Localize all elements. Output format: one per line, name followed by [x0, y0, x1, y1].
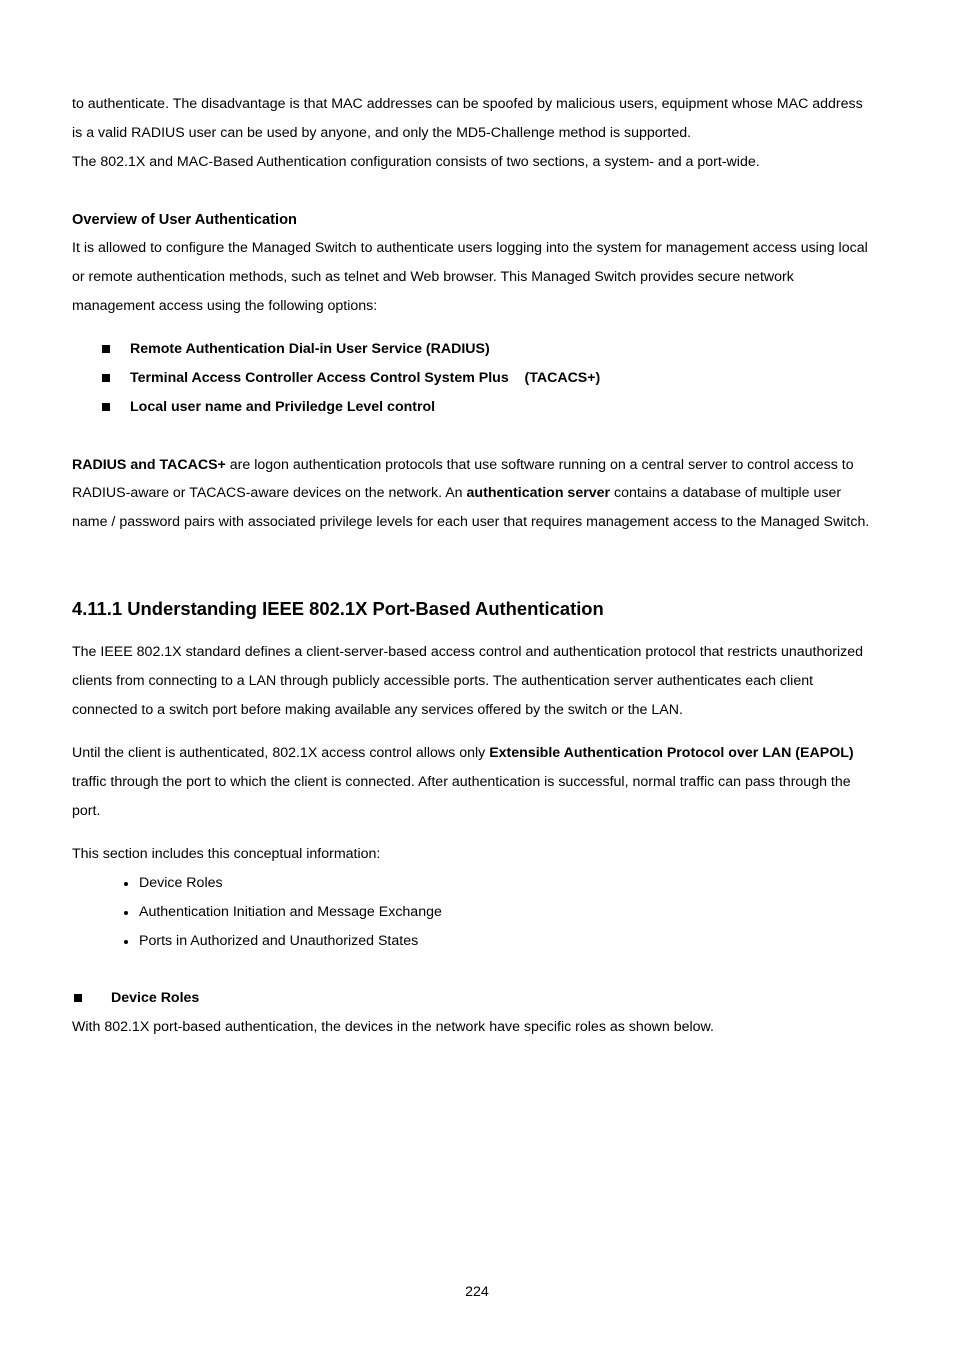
- square-bullet-icon: [102, 345, 110, 353]
- auth-option-tacacs: Terminal Access Controller Access Control System Plus (TACACS+): [130, 370, 601, 386]
- section-p2-line-1-pre: Until the client is authenticated, 802.1X access control allows only: [72, 745, 490, 761]
- eapol-term: Extensible Authentication Protocol over LAN (EAPOL): [489, 745, 854, 761]
- radius-line-1: [72, 457, 854, 473]
- section-p1-line-1: The IEEE 802.1X standard defines a client-server-based access control and authentication protocol that restricts unauthorized: [72, 644, 864, 660]
- intro-line-1: to authenticate. The disadvantage is that MAC addresses can be spoofed by malicious users, equipment whose MAC address: [72, 96, 863, 112]
- bullet-dot-icon: [124, 882, 128, 886]
- intro-line-3: The 802.1X and MAC-Based Authentication configuration consists of two sections, a system- and a port-wide.: [72, 154, 760, 170]
- section-p1-line-3: connected to a switch port before making available any services offered by the switch or the LAN.: [72, 702, 683, 718]
- page-number: 224: [465, 1284, 489, 1300]
- auth-option-local: Local user name and Priviledge Level control: [130, 399, 436, 415]
- radius-line-1-text: are logon authentication protocols that use software running on a central server to control access to: [225, 457, 854, 473]
- square-bullet-icon: [74, 994, 82, 1002]
- radius-line-2-pre: RADIUS-aware or TACACS-aware devices on the network. An: [72, 485, 467, 501]
- topic-item: Authentication Initiation and Message Exchange: [139, 904, 442, 920]
- radius-line-3: name / password pairs with associated privilege levels for each user that requires management access to the Managed Switch.: [72, 514, 870, 530]
- section-heading: 4.11.1 Understanding IEEE 802.1X Port-Based Authentication: [72, 598, 604, 619]
- auth-option-radius: Remote Authentication Dial-in User Service (RADIUS): [130, 341, 490, 357]
- overview-line-3: management access using the following options:: [72, 298, 378, 314]
- authentication-server-term: authentication server: [466, 485, 611, 501]
- overview-line-1: It is allowed to configure the Managed Switch to authenticate users logging into the system for management access using local: [72, 240, 868, 256]
- bullet-dot-icon: [124, 940, 128, 944]
- topic-item: Device Roles: [139, 875, 223, 891]
- section-p2-line-2: traffic through the port to which the client is connected. After authentication is successful, normal traffic can pass through the: [72, 774, 851, 790]
- radius-line-2: [72, 485, 841, 501]
- square-bullet-icon: [102, 374, 110, 382]
- overview-heading: Overview of User Authentication: [72, 212, 297, 228]
- device-roles-text: With 802.1X port-based authentication, the devices in the network have specific roles as shown below.: [72, 1019, 714, 1035]
- section-p1-line-2: clients from connecting to a LAN through publicly accessible ports. The authentication server authenticates each client: [72, 673, 814, 689]
- section-p3: This section includes this conceptual information:: [72, 846, 381, 862]
- section-p2-line-3: port.: [72, 803, 101, 819]
- bullet-dot-icon: [124, 911, 128, 915]
- square-bullet-icon: [102, 403, 110, 411]
- radius-line-2-post: contains a database of multiple user: [610, 485, 842, 501]
- intro-line-2: is a valid RADIUS user can be used by anyone, and only the MD5-Challenge method is supported.: [72, 125, 692, 141]
- topic-item: Ports in Authorized and Unauthorized States: [139, 933, 419, 949]
- radius-tacacs-term: RADIUS and TACACS+: [72, 457, 226, 473]
- device-roles-heading: Device Roles: [111, 990, 200, 1006]
- overview-line-2: or remote authentication methods, such as telnet and Web browser. This Managed Switch provides secure network: [72, 269, 794, 285]
- section-p2-line-1: [72, 745, 854, 761]
